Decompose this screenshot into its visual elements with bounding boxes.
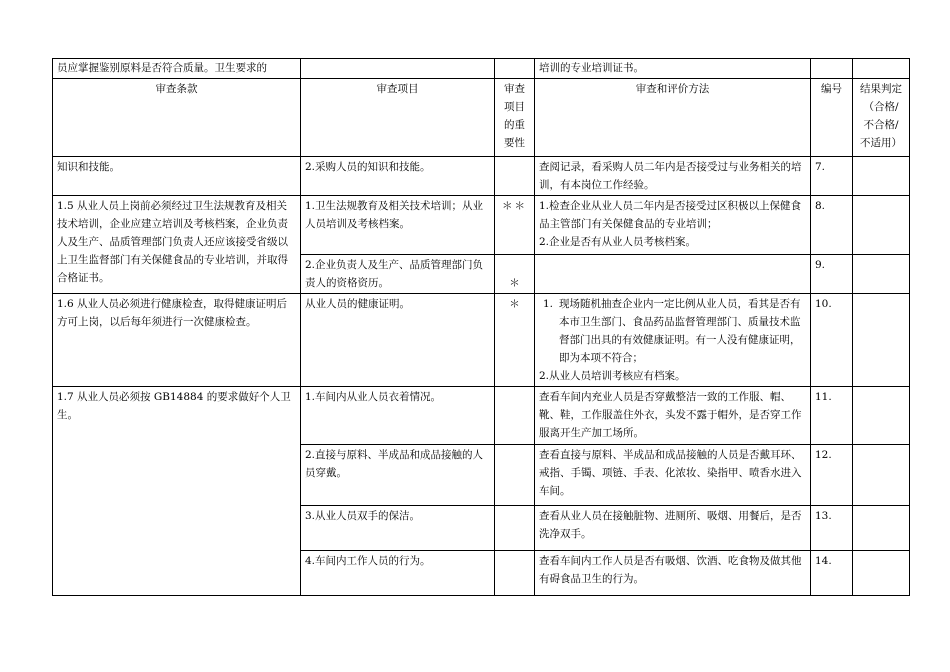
result-cell	[853, 506, 910, 551]
importance-cell: ＊	[495, 255, 535, 294]
table-row	[53, 294, 910, 387]
number-cell: 10.	[811, 294, 853, 387]
number-cell: 12.	[811, 445, 853, 506]
header-clause: 审查条款	[53, 79, 301, 157]
importance-cell	[495, 506, 535, 551]
item-cell: 1.卫生法规教育及相关技术培训；从业人员培训及考核档案。	[301, 196, 495, 255]
result-cell	[853, 387, 910, 445]
result-cell	[853, 551, 910, 596]
number-cell: 13.	[811, 506, 853, 551]
number-cell: 8.	[811, 196, 853, 255]
method-cell: 查看从业人员在接触脏物、进厕所、吸烟、用餐后，是否洗净双手。	[535, 506, 811, 551]
clause-cell: 知识和技能。	[53, 157, 301, 196]
continuation-row	[53, 59, 910, 79]
header-number: 编号	[811, 79, 853, 157]
item-cell: 2.直接与原料、半成品和成品接触的人员穿戴。	[301, 445, 495, 506]
result-cell	[853, 157, 910, 196]
audit-table	[52, 58, 910, 596]
method-cell: 1. 现场随机抽查企业内一定比例从业人员，看其是否有本市卫生部门、食品药品监督管理部门、质量技术监督部门出具的有效健康证明。有一人没有健康证明，即为本项不符合； 2.从业人员培训考核应有档案。	[535, 294, 811, 387]
method-cell	[535, 255, 811, 294]
item-cell: 1.车间内从业人员衣着情况。	[301, 387, 495, 445]
table-row	[53, 196, 910, 255]
result-cell	[853, 294, 910, 387]
continuation-method: 培训的专业培训证书。	[535, 59, 811, 79]
header-method: 审查和评价方法	[535, 79, 811, 157]
item-cell: 从业人员的健康证明。	[301, 294, 495, 387]
item-cell: 2.采购人员的知识和技能。	[301, 157, 495, 196]
importance-cell	[495, 551, 535, 596]
importance-cell: ＊	[495, 294, 535, 387]
header-importance: 审查 项目 的重 要性	[495, 79, 535, 157]
importance-cell	[495, 387, 535, 445]
table-row	[53, 387, 910, 445]
method-cell: 1.检查企业从业人员二年内是否接受过区积极以上保健食品主管部门有关保健食品的专业培训； 2.企业是否有从业人员考核档案。	[535, 196, 811, 255]
number-cell: 11.	[811, 387, 853, 445]
item-cell: 3.从业人员双手的保洁。	[301, 506, 495, 551]
number-cell: 14.	[811, 551, 853, 596]
result-cell	[853, 445, 910, 506]
result-cell	[853, 255, 910, 294]
method-cell: 查阅记录，看采购人员二年内是否接受过与业务相关的培训，有本岗位工作经验。	[535, 157, 811, 196]
method-cell: 查看直接与原料、半成品和成品接触的人员是否戴耳环、戒指、手镯、项链、手表、化浓妆、染指甲、喷香水进入车间。	[535, 445, 811, 506]
clause-cell: 1.5 从业人员上岗前必须经过卫生法规教育及相关技术培训，企业应建立培训及考核档案，企业负责人及生产、品质管理部门负责人还应该接受省级以上卫生监督部门有关保健食品的专业培训，并取得合格证书。	[53, 196, 301, 294]
header-item: 审查项目	[301, 79, 495, 157]
item-cell: 4.车间内工作人员的行为。	[301, 551, 495, 596]
item-cell: 2.企业负责人及生产、品质管理部门负责人的资格资历。	[301, 255, 495, 294]
header-result: 结果判定 （合格/ 不合格/ 不适用）	[853, 79, 910, 157]
clause-cell: 1.6 从业人员必须进行健康检查，取得健康证明后方可上岗，以后每年须进行一次健康检查。	[53, 294, 301, 387]
result-cell	[853, 196, 910, 255]
importance-cell	[495, 157, 535, 196]
importance-cell: ＊＊	[495, 196, 535, 255]
number-cell: 7.	[811, 157, 853, 196]
clause-cell: 1.7 从业人员必须按 GB14884 的要求做好个人卫生。	[53, 387, 301, 596]
continuation-clause: 员应掌握鉴别原料是否符合质量。卫生要求的	[53, 59, 301, 79]
table-row	[53, 157, 910, 196]
importance-cell	[495, 445, 535, 506]
header-row	[53, 79, 910, 157]
method-cell: 查看车间内充业人员是否穿戴整洁一致的工作服、帽、靴、鞋，工作服盖住外衣，头发不露于帽外，是否穿工作服离开生产加工场所。	[535, 387, 811, 445]
method-cell: 查看车间内工作人员是否有吸烟、饮酒、吃食物及做其他有碍食品卫生的行为。	[535, 551, 811, 596]
number-cell: 9.	[811, 255, 853, 294]
